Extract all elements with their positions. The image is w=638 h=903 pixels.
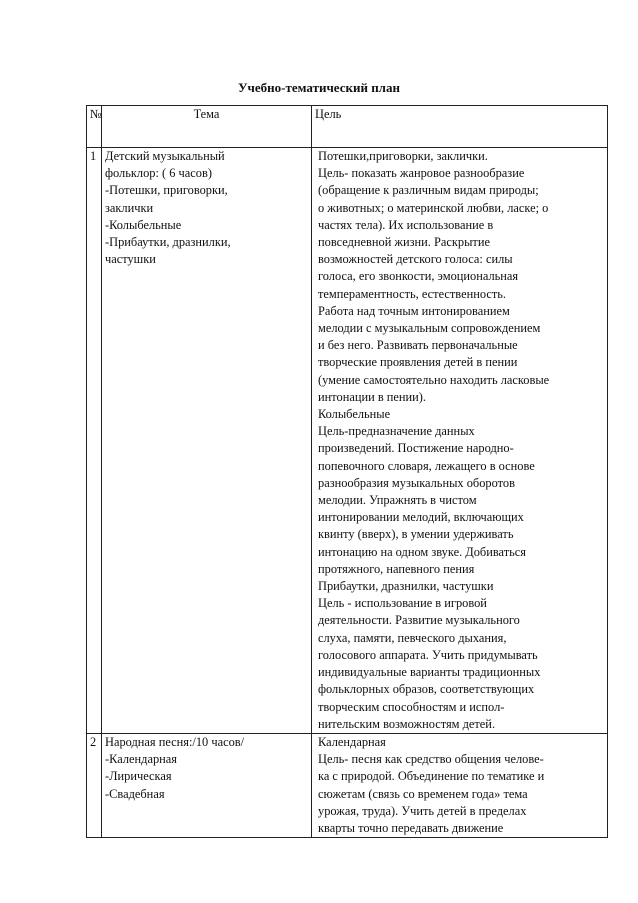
text-line: кварты точно передавать движение bbox=[318, 820, 504, 835]
text-line: попевочного словаря, лежащего в основе bbox=[318, 458, 535, 473]
text-line: нительским возможностям детей. bbox=[318, 716, 496, 731]
text-line: (обращение к различным видам природы; bbox=[318, 183, 539, 198]
text-line: Цель-предназначение данных bbox=[318, 424, 475, 439]
text-line: частушки bbox=[105, 252, 156, 267]
text-line: -Свадебная bbox=[105, 786, 165, 801]
text-line: интонировании мелодий, включающих bbox=[318, 510, 524, 525]
text-line: мелодии с музыкальным сопровождением bbox=[318, 321, 541, 336]
row-2-topic bbox=[102, 733, 312, 837]
text-line: повседневной жизни. Раскрытие bbox=[318, 235, 490, 250]
header-number: № bbox=[87, 106, 102, 148]
text-line: квинту (вверх), в умении удерживать bbox=[318, 527, 514, 542]
text-line: -Колыбельные bbox=[105, 217, 182, 232]
text-line: фольклорных образов, соответствующих bbox=[318, 682, 535, 697]
text-line: деятельности. Развитие музыкального bbox=[318, 613, 520, 628]
text-line: (умение самостоятельно находить ласковые bbox=[318, 372, 550, 387]
row-1-goal bbox=[312, 148, 608, 734]
text-line: индивидуальные варианты традиционных bbox=[318, 665, 541, 680]
text-line: Прибаутки, дразнилки, частушки bbox=[318, 579, 494, 594]
text-line: Работа над точным интонированием bbox=[318, 303, 510, 318]
text-line: Колыбельные bbox=[318, 407, 391, 422]
text-line: интонацию на одном звуке. Добиваться bbox=[318, 544, 526, 559]
text-line: темпераментность, естественность. bbox=[318, 286, 507, 301]
header-topic: Тема bbox=[102, 106, 312, 148]
row-2-number: 2 bbox=[87, 733, 102, 837]
page-title: Учебно-тематический план bbox=[238, 80, 400, 95]
table-row-1 bbox=[87, 148, 608, 734]
text-line: и без него. Развивать первоначальные bbox=[318, 338, 518, 353]
text-line: ка с природой. Объединение по тематике и bbox=[318, 769, 545, 784]
table-header-row bbox=[87, 106, 608, 148]
text-line: Цель- песня как средство общения челове- bbox=[318, 752, 544, 767]
text-line: Цель- показать жанровое разнообразие bbox=[318, 166, 525, 181]
text-line: мелодии. Упражнять в чистом bbox=[318, 493, 477, 508]
text-line: произведений. Постижение народно- bbox=[318, 441, 514, 456]
text-line: голосового аппарата. Учить придумывать bbox=[318, 647, 538, 662]
text-line: разнообразия музыкальных оборотов bbox=[318, 475, 515, 490]
text-line: урожая, труда). Учить детей в пределах bbox=[318, 803, 527, 818]
text-line: возможностей детского голоса: силы bbox=[318, 252, 513, 267]
header-goal: Цель bbox=[312, 106, 608, 148]
text-line: -Потешки, приговорки, bbox=[105, 183, 228, 198]
table-row-2 bbox=[87, 733, 608, 837]
text-line: фольклор: ( 6 часов) bbox=[105, 166, 212, 181]
text-line: Детский музыкальный bbox=[105, 149, 225, 163]
text-line: творческим способностям и испол- bbox=[318, 699, 505, 714]
text-line: -Прибаутки, дразнилки, bbox=[105, 235, 231, 250]
text-line: интонации в пении). bbox=[318, 389, 427, 404]
text-line: голоса, его звонкости, эмоциональная bbox=[318, 269, 519, 284]
text-line: Народная песня:/10 часов/ bbox=[105, 734, 245, 749]
text-line: о животных; о материнской любви, ласке; о bbox=[318, 200, 549, 215]
text-line: заклички bbox=[105, 200, 154, 215]
text-line: -Лирическая bbox=[105, 769, 172, 784]
text-line: Календарная bbox=[318, 734, 386, 749]
row-2-goal bbox=[312, 733, 608, 837]
row-1-topic bbox=[102, 148, 312, 734]
text-line: сюжетам (связь со временем года» тема bbox=[318, 786, 528, 801]
text-line: слуха, памяти, певческого дыхания, bbox=[318, 630, 507, 645]
text-line: Потешки,приговорки, заклички. bbox=[318, 149, 488, 163]
row-1-number: 1 bbox=[87, 148, 102, 734]
plan-table bbox=[86, 105, 608, 838]
text-line: Цель - использование в игровой bbox=[318, 596, 487, 611]
text-line: протяжного, напевного пения bbox=[318, 561, 475, 576]
text-line: -Календарная bbox=[105, 752, 177, 767]
text-line: частях тела). Их использование в bbox=[318, 217, 494, 232]
text-line: творческие проявления детей в пении bbox=[318, 355, 518, 370]
